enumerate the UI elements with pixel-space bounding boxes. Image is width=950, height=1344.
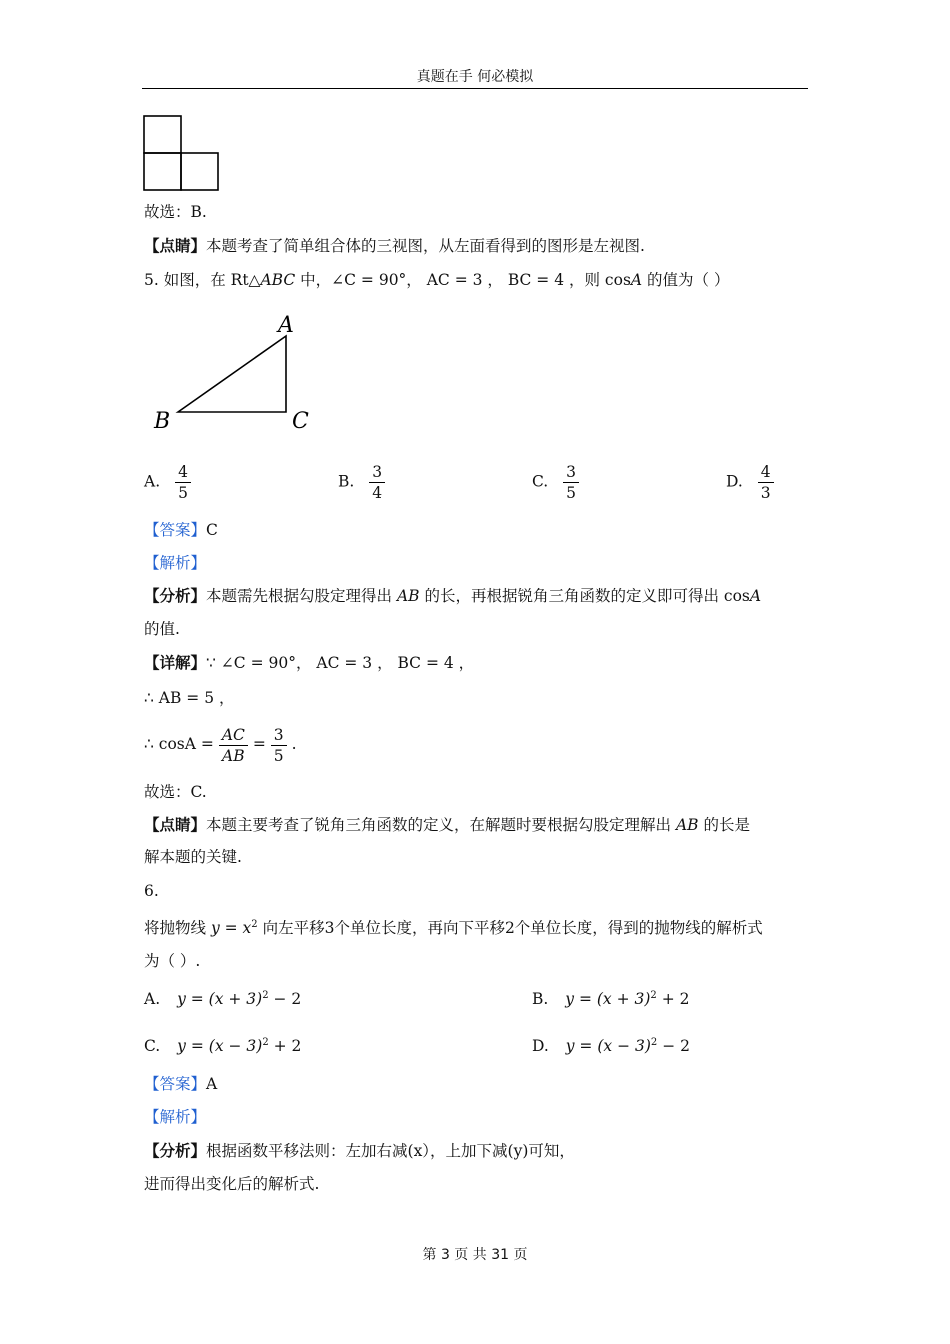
q5-option-d (726, 462, 774, 503)
fenxi-text: 根据函数平移法则：左加右减(x），上加下减(y)可知， (206, 1142, 575, 1160)
q5-stem-part: 5. 如图，在 Rt△ (144, 271, 261, 289)
option-letter: C. (532, 472, 549, 491)
option-fraction: $\frac{3}{5}$ (563, 462, 579, 503)
page-header: 真题在手 何必模拟 (416, 69, 534, 85)
q5-stem-a: A (630, 271, 643, 289)
q5-stem (144, 270, 729, 290)
q6-stem (144, 915, 763, 938)
q4-guxuan: 故选：B. (144, 203, 207, 221)
q6-stem-part: 向左平移3个单位长度，再向下平移2个单位长度，得到的抛物线的解析式 (257, 919, 763, 938)
option-fraction: $\frac{3}{4}$ (369, 462, 385, 503)
q5-stem-part: 中， (295, 271, 332, 289)
label-a: A (278, 313, 294, 338)
q6-option-a (144, 990, 301, 1008)
triangle-abc (178, 336, 286, 412)
option-expr: y = (x − 3) (177, 1037, 263, 1056)
cube-bottom-right (181, 153, 218, 190)
fenxi-tag: 【分析】 (144, 1141, 207, 1160)
label-c: C (292, 409, 309, 434)
q5-fenxi-cont: 的值. (144, 620, 180, 638)
q5-stem-abc: ABC (260, 271, 296, 289)
fenxi-a: A (749, 587, 762, 605)
q6-fenxi-cont: 进而得出变化后的解析式. (144, 1175, 320, 1193)
xiangjie-tag: 【详解】 (144, 653, 207, 672)
q6-jiexi-tag: 【解析】 (144, 1108, 207, 1126)
option-letter: A. (144, 472, 161, 491)
q6-answer (144, 1074, 217, 1094)
option-letter: B. (338, 472, 355, 491)
period: . (291, 735, 297, 753)
dianjing-text: 本题主要考查了锐角三角函数的定义，在解题时要根据勾股定理解出 (206, 816, 676, 834)
left-view-figure (143, 115, 223, 193)
dianjing-tag: 【点睛】 (144, 815, 207, 834)
option-tail: + 2 (268, 1037, 302, 1056)
option-sup: 2 (262, 1037, 269, 1048)
q5-step-ab: ∴ AB = 5 ， (144, 689, 235, 707)
option-fraction: $\frac{4}{3}$ (758, 462, 774, 503)
answer-value: C (206, 521, 218, 539)
fraction-3-5: $\frac{3}{5}$ (271, 725, 287, 766)
q6-stem-eq: y = x (210, 919, 252, 938)
page-footer: 第 3 页 共 31 页 (422, 1247, 528, 1263)
option-sup: 2 (262, 990, 269, 1001)
option-letter: D. (726, 472, 743, 491)
option-expr: y = (x + 3) (177, 990, 263, 1009)
equals-sign: = (252, 735, 266, 753)
option-letter: A. (144, 990, 161, 1009)
dianjing-text: 的长是 (698, 816, 750, 834)
header-rule (142, 88, 808, 89)
fenxi-tag: 【分析】 (144, 586, 207, 605)
q6-fenxi (144, 1141, 575, 1161)
q6-stem-sup: 2 (251, 919, 258, 930)
q5-fenxi (144, 586, 761, 606)
dianjing-tag: 【点睛】 (144, 236, 207, 255)
q5-step-cos (144, 722, 297, 766)
option-letter: B. (532, 990, 549, 1009)
q6-number: 6. (144, 882, 159, 900)
option-letter: C. (144, 1037, 161, 1056)
q5-xiangjie (144, 653, 474, 673)
answer-tag: 【答案】 (144, 1075, 207, 1093)
label-b: B (154, 409, 171, 434)
answer-tag: 【答案】 (144, 521, 207, 539)
q5-answer (144, 520, 218, 540)
cube-top (144, 116, 181, 153)
option-letter: D. (532, 1037, 549, 1056)
option-tail: − 2 (268, 990, 302, 1009)
xiangjie-text: ∵ ∠C = 90°， AC = 3 ， BC = 4 ， (206, 654, 475, 672)
fraction-ac-ab: $\frac{AC}{AB}$ (219, 725, 248, 766)
q5-dianjing (144, 815, 750, 835)
fenxi-text: 本题需先根据勾股定理得出 (206, 587, 397, 605)
option-expr: y = (x + 3) (565, 990, 651, 1009)
q5-option-b (338, 462, 385, 503)
triangle-figure (150, 308, 320, 438)
q4-dianjing (144, 236, 645, 256)
option-fraction: $\frac{4}{5}$ (175, 462, 191, 503)
q5-option-a (144, 462, 191, 503)
dianjing-ab: AB (675, 816, 699, 834)
dianjing-text: 本题考查了简单组合体的三视图，从左面看得到的图形是左视图. (206, 237, 645, 255)
option-expr: y = (x − 3) (565, 1037, 651, 1056)
q5-option-c (532, 462, 579, 503)
q6-option-c (144, 1037, 301, 1055)
option-tail: + 2 (656, 990, 690, 1009)
cube-bottom-left (144, 153, 181, 190)
q5-stem-part: 的值为（ ） (642, 271, 730, 289)
q6-option-d (532, 1037, 690, 1055)
answer-value: A (206, 1075, 218, 1093)
q5-dianjing-cont: 解本题的关键. (144, 848, 242, 866)
q5-jiexi-tag: 【解析】 (144, 554, 207, 572)
q6-stem-cont: 为（ ）. (144, 952, 201, 970)
q5-stem-condition: ∠C = 90°， AC = 3 ， BC = 4 ，则 cos (331, 271, 631, 289)
option-sup: 2 (650, 990, 657, 1001)
option-tail: − 2 (657, 1037, 690, 1056)
q5-guxuan: 故选：C. (144, 783, 207, 801)
q6-option-b (532, 990, 689, 1008)
fenxi-text: 的长，再根据锐角三角函数的定义即可得出 cos (419, 587, 750, 605)
option-sup: 2 (650, 1037, 658, 1048)
cos-expr: ∴ cosA = (144, 735, 214, 753)
fenxi-ab: AB (396, 587, 420, 605)
q6-stem-part: 将抛物线 (144, 919, 211, 938)
